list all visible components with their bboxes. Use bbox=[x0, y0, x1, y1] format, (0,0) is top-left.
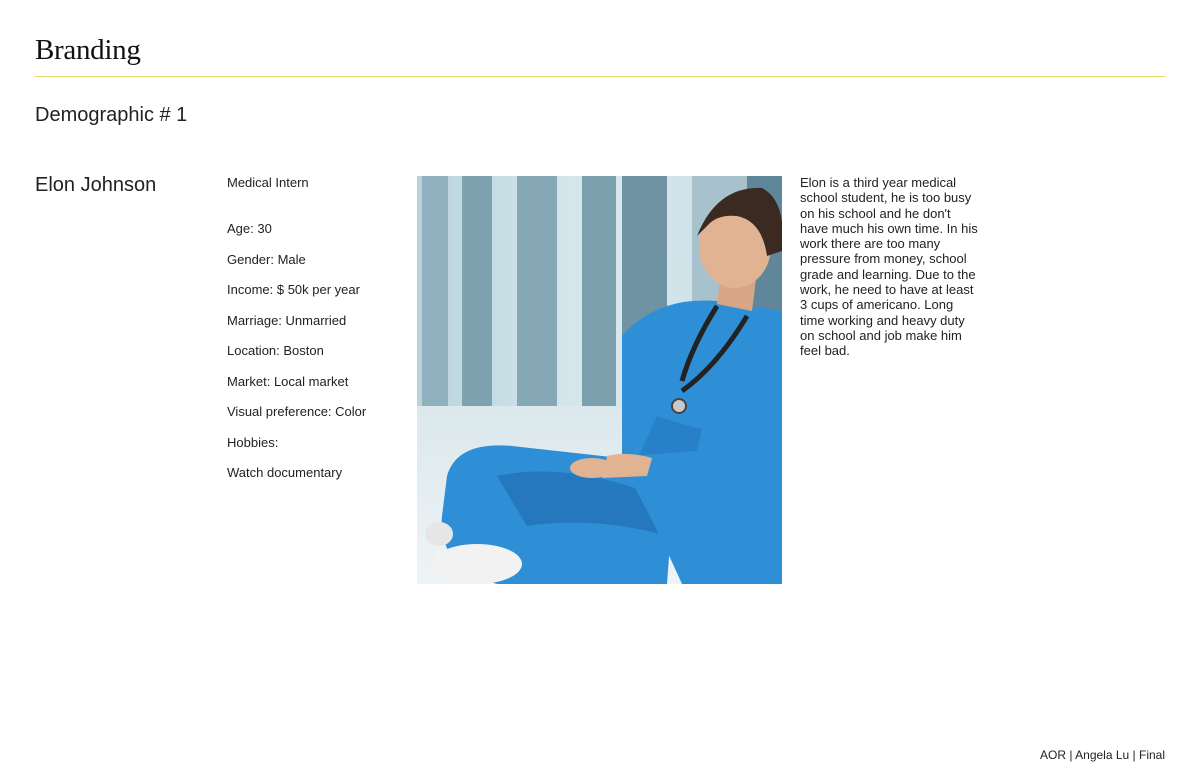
persona-visual-preference: Visual preference: Color bbox=[227, 404, 367, 419]
persona-gender: Gender: Male bbox=[227, 251, 306, 267]
persona-name: Elon Johnson bbox=[35, 174, 157, 196]
title-divider bbox=[35, 76, 1165, 77]
persona-profile bbox=[227, 175, 402, 496]
persona-photo bbox=[417, 176, 782, 584]
section-subtitle: Demographic # 1 bbox=[35, 104, 188, 126]
persona-description: Elon is a third year medical school student, he is too busy on his school and he don't have much his own time. In his work there are too many pressure from money, school grade and learning. Due to the work, he need to have at least 3 cups of americano. Long time working and heavy duty on school and job make him feel bad. bbox=[800, 175, 978, 359]
persona-age: Age: 30 bbox=[227, 221, 272, 236]
persona-market: Market: Local market bbox=[227, 373, 349, 389]
persona-marriage: Marriage: Unmarried bbox=[227, 312, 347, 328]
footer-credit: AOR | Angela Lu | Final bbox=[1040, 748, 1165, 762]
persona-photo-illustration bbox=[417, 176, 782, 584]
persona-hobbies-label: Hobbies: bbox=[227, 434, 279, 450]
persona-income: Income: $ 50k per year bbox=[227, 282, 360, 297]
page-title: Branding bbox=[35, 34, 141, 66]
persona-location: Location: Boston bbox=[227, 343, 324, 358]
persona-role: Medical Intern bbox=[227, 175, 309, 190]
persona-hobby: Watch documentary bbox=[227, 465, 343, 480]
